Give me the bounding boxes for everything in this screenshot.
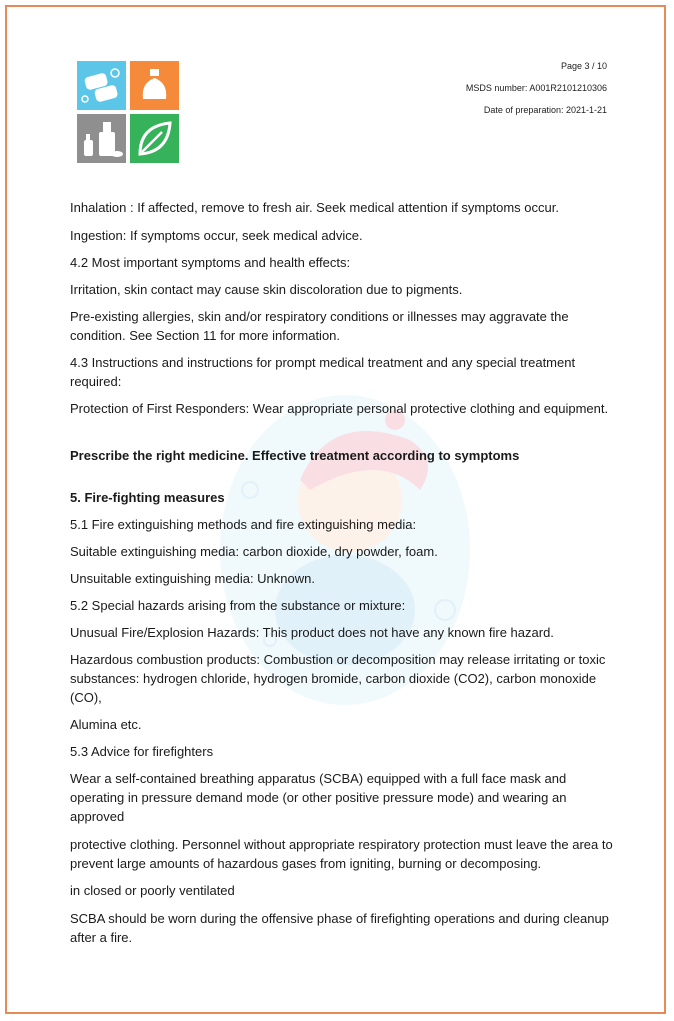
first-responders-text: Protection of First Responders: Wear appropriate personal protective clothing and equipment. [70,401,609,416]
scba-equipment-text: Wear a self-contained breathing apparatus (SCBA) equipped with a full face mask and operating in pressure demand mode (or other positive pressure mode) and wearing an approved [70,771,567,824]
unsuitable-media-text: Unsuitable extinguishing media: Unknown. [70,571,315,586]
treatment-text: Prescribe the right medicine. Effective treatment according to symptoms [70,448,520,463]
irritation-text: Irritation, skin contact may cause skin discoloration due to pigments. [70,282,463,297]
inhalation-text: Inhalation : If affected, remove to fresh air. Seek medical attention if symptoms occur. [70,200,559,215]
section-4-2-heading: 4.2 Most important symptoms and health effects: [70,255,351,270]
suitable-media-text: Suitable extinguishing media: carbon dioxide, dry powder, foam. [70,544,438,559]
section-4-3-heading: 4.3 Instructions and instructions for prompt medical treatment and any special treatment required: [70,355,576,389]
section-5-2-heading: 5.2 Special hazards arising from the substance or mixture: [70,598,406,613]
leaf-icon [130,114,179,163]
combustion-products-text: Hazardous combustion products: Combustion or decomposition may release irritating or toxic substances: hydrogen chloride, hydrogen bromide, carbon dioxide (CO2), carbon monoxide (CO), [70,652,606,705]
ingestion-text: Ingestion: If symptoms occur, seek medical advice. [70,228,363,243]
alumina-text: Alumina etc. [70,717,142,732]
protective-clothing-text: protective clothing. Personnel without appropriate respiratory protection must leave the area to prevent large amounts of hazardous gases from igniting, burning or decomposing. [70,837,613,871]
scba-worn-text: SCBA should be worn during the offensive phase of firefighting operations and during cleanup after a fire. [70,911,609,945]
document-header [466,55,607,121]
section-5-3-heading: 5.3 Advice for firefighters [70,744,214,759]
preparation-date: Date of preparation: 2021-1-21 [483,105,607,115]
cosmetics-icon [77,114,126,163]
fire-hazards-text: Unusual Fire/Explosion Hazards: This product does not have any known fire hazard. [70,625,554,640]
pre-existing-conditions-text: Pre-existing allergies, skin and/or respiratory conditions or illnesses may aggravate the condition. See Section 11 for more information. [70,309,569,343]
section-5-1-heading: 5.1 Fire extinguishing methods and fire extinguishing media: [70,517,417,532]
soap-icon [77,61,126,110]
company-logo [77,61,179,163]
ventilation-text: in closed or poorly ventilated [70,883,235,898]
section-5-heading: 5. Fire-fighting measures [70,490,225,505]
msds-number: MSDS number: A001R2101210306 [465,83,607,93]
page-number: Page 3 / 10 [560,61,607,71]
bottle-icon [130,61,179,110]
